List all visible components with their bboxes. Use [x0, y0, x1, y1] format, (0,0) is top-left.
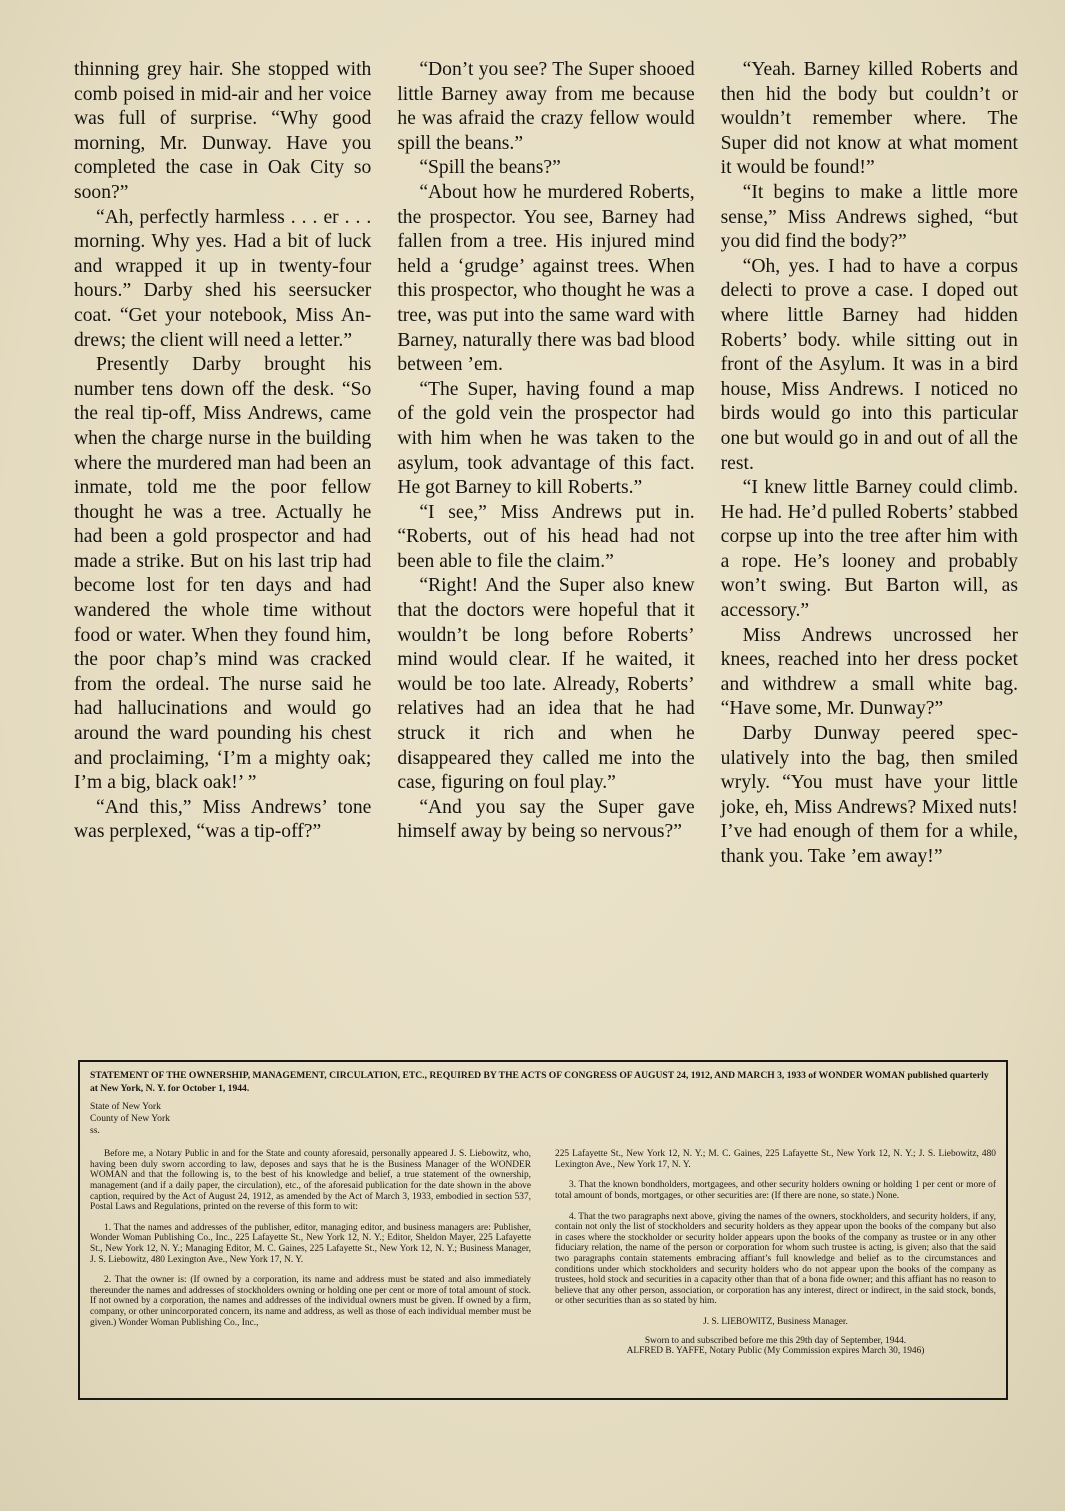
paragraph: “Spill the beans?” [419, 157, 561, 179]
paragraph: “Oh, yes. I had to have a corpus delecti to prove a case. I doped out where little Barney had hidden Roberts’ body. while sitting out in front of the Asylum. It was in a bird house, Miss Andrews. I noticed no birds would go into this particular one but would go in and out of all the rest. [720, 255, 1018, 474]
paragraph: Presently Darby brought his number tens down off the desk. “So the real tip-off, Miss Andrews, came when the charge nurse in the building where the murdered man had been an inmate, told me the poor fellow thought he was a tree. Actually he had been a gold prospector and had made a strike. But on his last trip had become lost for ten days and had wandered the whole time without food or water. When they found him, the poor chap’s mind was cracked from the ordeal. The nurse said he had hallucinations and would go around the ward pounding his chest and proclaiming, ‘I’m a mighty oak; I’m a big, black oak!’ ” [74, 354, 372, 794]
statement-paragraph: 1. That the names and addresses of the publisher, editor, managing editor, and business managers are: Publisher, Wonder Woman Publishing Co., Inc., 225 Lafayette St., New York 12, N. Y.; Editor, Sheldon Mayer, 225 Lafayette St., New York 12, N. Y.; Managing Editor, M. C. Gaines, 225 Lafayette St., New York 12, N. Y.; Business Manager, J. S. Liebowitz, 480 Lexington Ave., New York 17, N. Y. [90, 1222, 531, 1265]
statement-paragraph: 3. That the known bondholders, mortgagees, and other security holders owning or holding 1 per cent or more of total amount of bonds, mortgages, or other securities are: (If there are none, so state.) None. [555, 1180, 996, 1201]
venue-county: County of New York [90, 1113, 170, 1125]
paragraph: “I knew little Barney could climb. He had. He’d pulled Roberts’ stabbed corpse up into the tree after him with a rope. He’s looney and probably won’t swing. But Barton will, as accessory.” [720, 477, 1018, 622]
paragraph: thinning grey hair. She stopped with comb poised in mid-air and her voice was full of surprise. “Why good morning, Mr. Dunway. Have you completed the case in Oak City so soon?” [74, 59, 372, 203]
paragraph: “And this,” Miss Andrews’ tone was perplexed, “was a tip-off?” [74, 796, 372, 843]
ownership-statement-box [78, 1060, 1008, 1400]
paragraph: “The Super, having found a map of the gold vein the prospector had with him when he was taken to the asylum, took advantage of this fact. He got Barney to kill Roberts.” [397, 378, 695, 499]
paragraph: “It begins to make a little more sense,” Miss Andrews sighed, “but you did find the body?” [720, 181, 1018, 253]
venue-state: State of New York [90, 1101, 161, 1113]
paragraph: “Right! And the Super also knew that the doctors were hopeful that it wouldn’t be long before Roberts’ mind would clear. If he waited, it would be too late. Already, Roberts’ relatives had an idea that he had struck it rich and when he disappeared they called me into the case, figuring on foul play.” [397, 575, 695, 794]
signature-line: J. S. LIEBOWITZ, Business Manager. [703, 1316, 848, 1327]
sworn-line: Sworn to and subscribed before me this 29th day of September, 1944. [644, 1335, 907, 1346]
statement-right-column [555, 1149, 996, 1357]
venue-block [90, 1101, 996, 1137]
paragraph: “Ah, perfectly harmless . . . er . . . morning. Why yes. Had a bit of luck and wrapped it up in twenty-four hours.” Darby shed his seersucker coat. “Get your notebook, Miss Andrews; the client will need a letter.” [74, 206, 372, 351]
story-text [74, 58, 1018, 1056]
venue-ss: ss. [90, 1125, 100, 1137]
story-column-3 [721, 58, 1018, 1056]
paragraph: “Don’t you see? The Super shooed little Barney away from me because he was afraid the crazy fellow would spill the beans.” [397, 59, 695, 154]
paragraph: Miss Andrews uncrossed her knees, reached into her dress pocket and withdrew a small white bag. “Have some, Mr. Dunway?” [720, 624, 1018, 720]
statement-columns [90, 1149, 996, 1357]
statement-paragraph: 4. That the two paragraphs next above, giving the names of the owners, stockholders, and security holders, if any, contain not only the list of stockholders and security holders as they appear upon the books of the company but also in cases where the stockholder or security holder appears upon the books of the company as trustee or in any other fiduciary relation, the name of the person or corporation for whom such trustee is acting, is given; also that the said two paragraphs contain statements embracing affiant’s full knowledge and belief as to the circumstances and conditions under which stockholders and security holders who do not appear upon the books of the company as trustees, hold stock and securities in a capacity other than that of a bona fide owner; and this affiant has no reason to believe that any other person, association, or corporation has any interest, direct or indirect, in the said stock, bonds, or other securities than as so stated by him. [555, 1211, 996, 1307]
statement-paragraph: 2. That the owner is: (If owned by a corporation, its name and address must be stated and also immediately thereunder the names and addresses of stockholders owning or holding one per cent or more of total amount of stock. If not owned by a corporation, the names and addresses of the individual owners must be given. If owned by a firm, company, or other unincorporated concern, its name and address, as well as those of each individual member must be given.) Wonder Woman Publishing Co., Inc., [90, 1275, 531, 1328]
statement-paragraph: Before me, a Notary Public in and for the State and county aforesaid, personally appeared J. S. Liebowitz, who, having been duly sworn according to law, deposes and says that he is the Business Manager of the WONDER WOMAN and that the following is, to the best of his knowledge and belief, a true statement of the ownership, management (and if a daily paper, the circulation), etc., of the aforesaid publication for the date shown in the above caption, required by the Act of August 24, 1912, as amended by the Act of March 3, 1933, embodied in section 537, Postal Laws and Regulations, printed on the reverse of this form to wit: [90, 1149, 531, 1213]
story-column-1 [74, 58, 371, 1056]
paragraph: “I see,” Miss Andrews put in. “Roberts, out of his head had not been able to file the claim.” [397, 501, 695, 572]
paragraph: “Yeah. Barney killed Roberts and then hid the body but couldn’t or wouldn’t remember where. The Super did not know at what moment it would be found!” [720, 59, 1018, 179]
statement-heading: STATEMENT OF THE OWNERSHIP, MANAGEMENT, CIRCULATION, ETC., REQUIRED BY THE ACTS OF CONGRESS OF AUGUST 24, 1912, AND MARCH 3, 1933 of WONDER WOMAN published quarterly at New York, N. Y. for October 1, 1944. [90, 1070, 989, 1094]
paragraph: “And you say the Super gave himself away by being so nervous?” [397, 796, 695, 843]
statement-paragraph: 225 Lafayette St., New York 12, N. Y.; M. C. Gaines, 225 Lafayette St., New York 12, N. Y.; J. S. Liebowitz, 480 Lexington Ave., New York 17, N. Y. [555, 1149, 996, 1170]
paragraph: “About how he murdered Roberts, the prospector. You see, Barney had fallen from a tree. His injured mind held a ‘grudge’ against trees. When this prospector, who thought he was a tree, was put into the same ward with Barney, naturally there was bad blood between ’em. [397, 181, 695, 376]
paragraph: Darby Dunway peered speculatively into the bag, then smiled wryly. “You must have your little joke, eh, Miss Andrews? Mixed nuts! I’ve had enough of them for a while, thank you. Take ’em away!” [720, 723, 1018, 867]
statement-left-column [90, 1149, 531, 1357]
notary-line: ALFRED B. YAFFE, Notary Public (My Commission expires March 30, 1946) [626, 1346, 925, 1357]
story-column-2 [397, 58, 694, 1056]
